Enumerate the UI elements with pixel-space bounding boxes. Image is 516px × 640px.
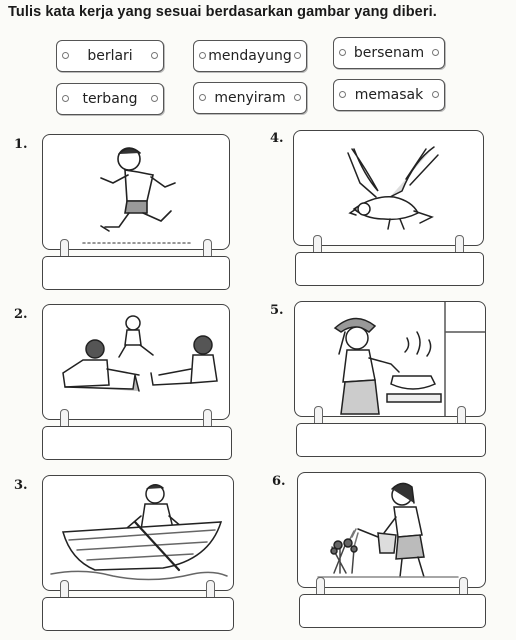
card-hole-icon [339, 91, 346, 98]
question-number: 5. [270, 303, 284, 318]
question-number: 4. [270, 131, 284, 146]
woman-cooking-icon [295, 302, 485, 416]
girl-watering-plants-icon [298, 473, 485, 587]
question-number: 3. [14, 478, 28, 493]
flying-eagle-icon [294, 131, 483, 245]
question-picture-2 [42, 304, 230, 420]
card-hole-icon [339, 49, 346, 56]
card-hole-icon [151, 52, 158, 59]
question-number: 6. [272, 474, 286, 489]
answer-box-3[interactable] [42, 597, 234, 631]
word-label: bersenam [353, 45, 425, 61]
word-card-menyiram[interactable] [193, 82, 307, 114]
word-card-mendayung[interactable] [193, 40, 307, 72]
question-picture-6 [297, 472, 486, 588]
card-hole-icon [432, 49, 439, 56]
running-boy-icon [43, 135, 229, 249]
card-hole-icon [294, 52, 301, 59]
question-picture-3 [42, 475, 234, 591]
word-label: memasak [354, 87, 424, 103]
answer-box-1[interactable] [42, 256, 230, 290]
card-hole-icon [62, 52, 69, 59]
boy-rowing-boat-icon [43, 476, 233, 590]
card-hole-icon [62, 95, 69, 102]
word-card-terbang[interactable] [56, 83, 164, 115]
children-exercising-icon [43, 305, 229, 419]
word-label: menyiram [214, 90, 286, 106]
answer-box-4[interactable] [295, 252, 484, 286]
word-label: berlari [87, 48, 133, 64]
word-card-bersenam[interactable] [333, 37, 445, 69]
card-hole-icon [199, 94, 206, 101]
instruction-heading: Tulis kata kerja yang sesuai berdasarkan gambar yang diberi. [8, 4, 437, 20]
question-picture-5 [294, 301, 486, 417]
word-label: mendayung [208, 48, 292, 64]
answer-box-5[interactable] [296, 423, 486, 457]
question-picture-1 [42, 134, 230, 250]
card-hole-icon [432, 91, 439, 98]
card-hole-icon [199, 52, 206, 59]
question-number: 1. [14, 137, 28, 152]
question-picture-4 [293, 130, 484, 246]
word-label: terbang [82, 91, 138, 107]
answer-box-2[interactable] [42, 426, 232, 460]
card-hole-icon [151, 95, 158, 102]
word-card-memasak[interactable] [333, 79, 445, 111]
answer-box-6[interactable] [299, 594, 486, 628]
card-hole-icon [294, 94, 301, 101]
word-card-berlari[interactable] [56, 40, 164, 72]
question-number: 2. [14, 307, 28, 322]
